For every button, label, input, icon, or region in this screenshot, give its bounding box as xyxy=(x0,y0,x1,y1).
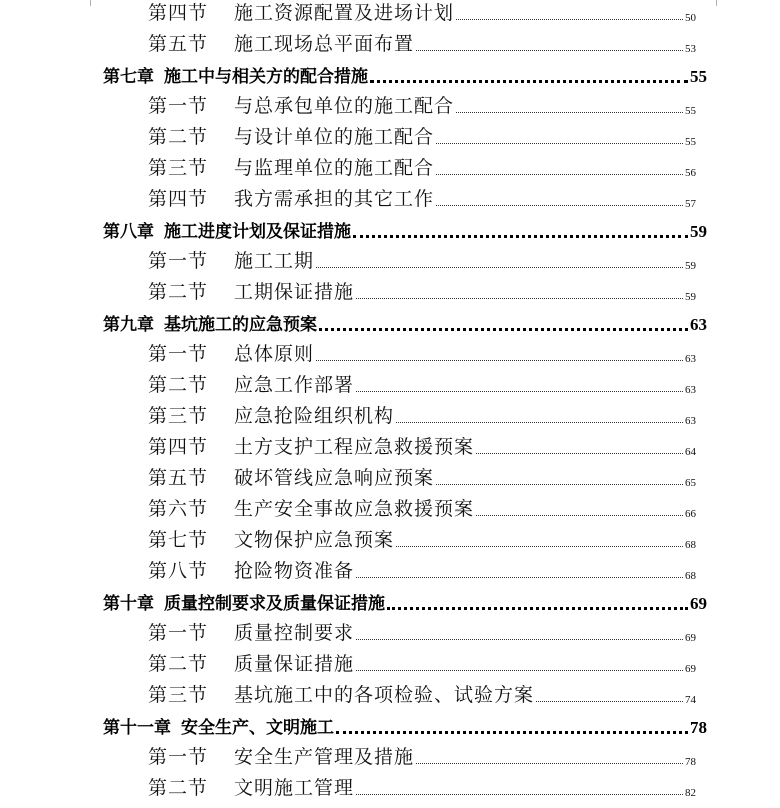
toc-page-number: 74 xyxy=(685,694,696,706)
toc-chapter-row[interactable] xyxy=(103,707,707,738)
toc-dot-leader xyxy=(356,639,683,640)
toc-section-title: 施工工期 xyxy=(234,250,315,272)
toc-section-row[interactable] xyxy=(148,738,696,769)
toc-page-number: 50 xyxy=(685,12,696,24)
toc-section-number: 第四节 xyxy=(148,188,209,210)
toc-dot-leader xyxy=(396,546,683,547)
toc-dot-leader xyxy=(456,19,683,20)
toc-page-number: 55 xyxy=(685,136,696,148)
toc-dot-leader xyxy=(456,112,683,113)
toc-section-title: 施工现场总平面布置 xyxy=(234,33,415,55)
page-corner-mark-right xyxy=(716,0,717,6)
toc-page-number: 55 xyxy=(685,105,696,117)
toc-section-row[interactable] xyxy=(148,366,696,397)
toc-chapter-row[interactable] xyxy=(103,304,707,335)
page-corner-mark-left xyxy=(90,0,91,6)
toc-section-title: 破坏管线应急响应预案 xyxy=(234,467,435,489)
toc-dot-leader xyxy=(396,422,683,423)
toc-chapter-number: 第十一章 xyxy=(103,718,171,738)
toc-section-row[interactable] xyxy=(148,397,696,428)
toc-section-number: 第三节 xyxy=(148,684,209,706)
toc-page-number: 68 xyxy=(685,539,696,551)
toc-page-number: 55 xyxy=(690,67,707,86)
toc-section-row[interactable] xyxy=(148,149,696,180)
toc-section-number: 第二节 xyxy=(148,374,209,396)
toc-page-number: 63 xyxy=(685,353,696,365)
toc-section-title: 与监理单位的施工配合 xyxy=(234,157,435,179)
toc-section-title: 文明施工管理 xyxy=(234,777,355,799)
toc-section-title: 质量保证措施 xyxy=(234,653,355,675)
toc-page-number: 56 xyxy=(685,167,696,179)
toc-section-row[interactable] xyxy=(148,335,696,366)
toc-page-number: 53 xyxy=(685,43,696,55)
toc-dot-leader xyxy=(436,143,683,144)
toc-section-title: 应急抢险组织机构 xyxy=(234,405,395,427)
toc-page-number: 59 xyxy=(685,260,696,272)
toc-chapter-number: 第十章 xyxy=(103,594,154,614)
toc-chapter-title: 基坑施工的应急预案 xyxy=(164,315,317,335)
toc-dot-leader xyxy=(536,701,683,702)
toc-section-row[interactable] xyxy=(148,87,696,118)
toc-section-row[interactable] xyxy=(148,118,696,149)
toc-section-row[interactable] xyxy=(148,645,696,676)
toc-section-number: 第七节 xyxy=(148,529,209,551)
toc-section-title: 生产安全事故应急救援预案 xyxy=(234,498,475,520)
toc-chapter-row[interactable] xyxy=(103,583,707,614)
toc-section-title: 施工资源配置及进场计划 xyxy=(234,2,455,24)
toc-dot-leader xyxy=(416,763,683,764)
toc-section-title: 基坑施工中的各项检验、试验方案 xyxy=(234,684,535,706)
toc-page-number: 69 xyxy=(690,594,707,613)
toc-dot-leader xyxy=(436,205,683,206)
toc-page-number: 57 xyxy=(685,198,696,210)
toc-section-number: 第一节 xyxy=(148,746,209,768)
toc-dot-leader xyxy=(436,484,683,485)
toc-chapter-title: 安全生产、文明施工 xyxy=(181,718,334,738)
toc-section-number: 第五节 xyxy=(148,467,209,489)
toc-page-number: 78 xyxy=(685,756,696,768)
toc-page-number: 78 xyxy=(690,718,707,737)
toc-section-title: 我方需承担的其它工作 xyxy=(234,188,435,210)
toc-section-title: 安全生产管理及措施 xyxy=(234,746,415,768)
toc-chapter-number: 第八章 xyxy=(103,222,154,242)
toc-dot-leader xyxy=(387,607,688,610)
toc-section-row[interactable] xyxy=(148,490,696,521)
toc-dot-leader xyxy=(353,235,688,238)
toc-chapter-number: 第七章 xyxy=(103,67,154,87)
toc-section-row[interactable] xyxy=(148,676,696,707)
toc-dot-leader xyxy=(416,50,683,51)
toc-dot-leader xyxy=(476,515,683,516)
toc-chapter-title: 质量控制要求及质量保证措施 xyxy=(164,594,385,614)
toc-chapter-row[interactable] xyxy=(103,56,707,87)
toc-page-number: 63 xyxy=(685,415,696,427)
toc-chapter-row[interactable] xyxy=(103,211,707,242)
toc-section-number: 第二节 xyxy=(148,777,209,799)
toc-section-row[interactable] xyxy=(148,552,696,583)
toc-dot-leader xyxy=(356,670,683,671)
toc-dot-leader xyxy=(356,577,683,578)
toc-section-row[interactable] xyxy=(148,0,696,25)
toc-dot-leader xyxy=(316,267,683,268)
toc-page-number: 63 xyxy=(685,384,696,396)
toc-chapter-number: 第九章 xyxy=(103,315,154,335)
toc-dot-leader xyxy=(319,328,688,331)
toc-dot-leader xyxy=(356,794,683,795)
toc-page-number: 82 xyxy=(685,787,696,799)
toc-section-row[interactable] xyxy=(148,769,696,800)
toc-page-number: 63 xyxy=(690,315,707,334)
toc-chapter-title: 施工进度计划及保证措施 xyxy=(164,222,351,242)
toc-section-row[interactable] xyxy=(148,459,696,490)
toc-page-number: 66 xyxy=(685,508,696,520)
toc-section-number: 第一节 xyxy=(148,622,209,644)
toc-page-number: 69 xyxy=(685,663,696,675)
toc-page-number: 69 xyxy=(685,632,696,644)
toc-section-title: 土方支护工程应急救援预案 xyxy=(234,436,475,458)
toc-section-title: 工期保证措施 xyxy=(234,281,355,303)
toc-section-title: 抢险物资准备 xyxy=(234,560,355,582)
toc-section-number: 第四节 xyxy=(148,436,209,458)
toc-section-number: 第三节 xyxy=(148,157,209,179)
toc-section-number: 第八节 xyxy=(148,560,209,582)
toc-section-number: 第四节 xyxy=(148,2,209,24)
toc-section-number: 第二节 xyxy=(148,281,209,303)
toc-dot-leader xyxy=(356,298,683,299)
toc-section-number: 第一节 xyxy=(148,95,209,117)
toc-page-number: 68 xyxy=(685,570,696,582)
toc-section-row[interactable] xyxy=(148,521,696,552)
toc-section-title: 与总承包单位的施工配合 xyxy=(234,95,455,117)
toc-section-title: 文物保护应急预案 xyxy=(234,529,395,551)
toc-section-title: 质量控制要求 xyxy=(234,622,355,644)
toc-page-number: 59 xyxy=(685,291,696,303)
toc-page-number: 59 xyxy=(690,222,707,241)
toc-dot-leader xyxy=(370,80,688,83)
toc-section-row[interactable] xyxy=(148,273,696,304)
toc-section-title: 总体原则 xyxy=(234,343,315,365)
toc-dot-leader xyxy=(356,391,683,392)
toc-section-title: 应急工作部署 xyxy=(234,374,355,396)
toc-section-row[interactable] xyxy=(148,428,696,459)
toc-dot-leader xyxy=(476,453,683,454)
toc-section-number: 第五节 xyxy=(148,33,209,55)
toc-chapter-title: 施工中与相关方的配合措施 xyxy=(164,67,368,87)
toc-section-number: 第二节 xyxy=(148,126,209,148)
toc-section-row[interactable] xyxy=(148,180,696,211)
toc-section-number: 第一节 xyxy=(148,250,209,272)
toc-section-number: 第一节 xyxy=(148,343,209,365)
toc-page-number: 65 xyxy=(685,477,696,489)
toc-section-number: 第三节 xyxy=(148,405,209,427)
toc-section-row[interactable] xyxy=(148,25,696,56)
toc-section-row[interactable] xyxy=(148,242,696,273)
toc-section-number: 第六节 xyxy=(148,498,209,520)
toc-section-number: 第二节 xyxy=(148,653,209,675)
toc-page-number: 64 xyxy=(685,446,696,458)
toc-section-title: 与设计单位的施工配合 xyxy=(234,126,435,148)
toc-dot-leader xyxy=(316,360,683,361)
toc-dot-leader xyxy=(436,174,683,175)
toc-dot-leader xyxy=(336,731,688,734)
toc-section-row[interactable] xyxy=(148,614,696,645)
